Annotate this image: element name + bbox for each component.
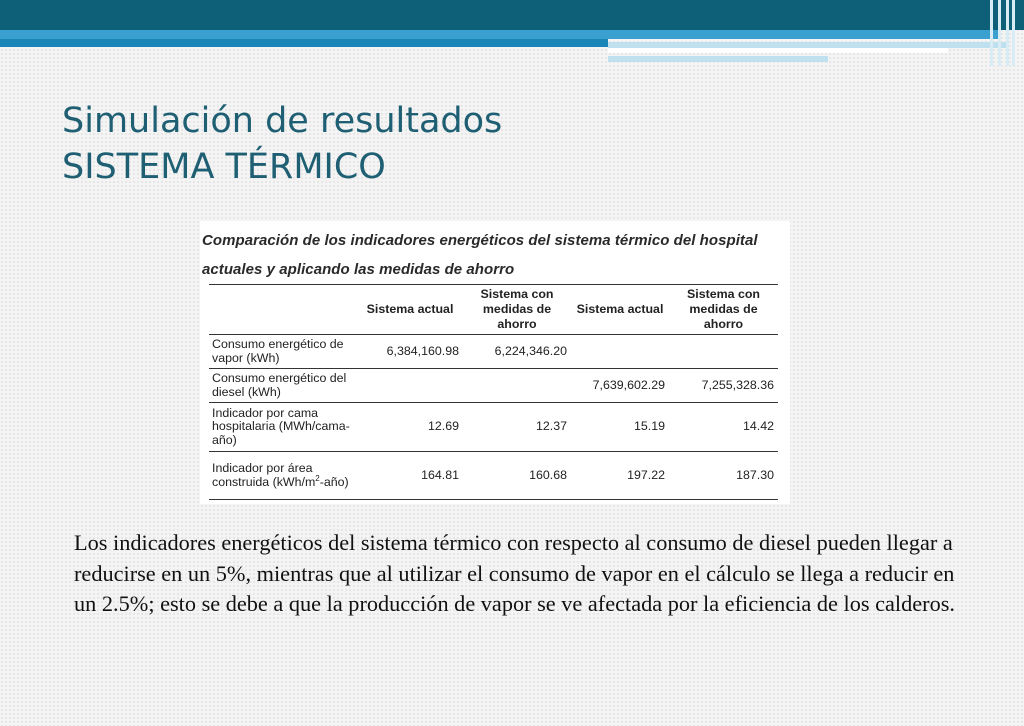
table-cell: 6,224,346.20 — [463, 335, 571, 369]
table-row — [209, 403, 778, 452]
row-label — [209, 452, 357, 500]
table-cell: 7,639,602.29 — [571, 369, 669, 403]
row-label: Indicador por cama hospitalaria (MWh/cama-año) — [209, 403, 357, 452]
table-row — [209, 452, 778, 500]
row-label-text-end: -año) — [319, 474, 349, 489]
table-cell: 187.30 — [669, 452, 778, 500]
header-bar-light — [0, 30, 1000, 39]
table-figure — [200, 221, 790, 504]
table-cell — [669, 335, 778, 369]
table-row — [209, 335, 778, 369]
body-paragraph: Los indicadores energéticos del sistema térmico con respecto al consumo de diesel pueden llegar a reducirse en un 5%, mientras que al utilizar el consumo de vapor en el cálculo se llega a reducir en un 2.5%; esto se debe a que la producción de vapor se ve afectada por la eficiencia de los calderos. — [74, 530, 955, 616]
table-cell: 164.81 — [357, 452, 463, 500]
header-stripe-short — [608, 56, 828, 62]
table-cell — [357, 369, 463, 403]
table-header-cell: Sistema con medidas de ahorro — [669, 285, 778, 335]
row-label-superscript: 2 — [315, 473, 320, 483]
header-stripe-white — [608, 48, 948, 53]
indicators-table — [209, 284, 778, 500]
table-cell: 7,255,328.36 — [669, 369, 778, 403]
table-cell: 12.37 — [463, 403, 571, 452]
table-cell: 15.19 — [571, 403, 669, 452]
table-header-cell: Sistema actual — [571, 285, 669, 335]
slide-title-line1: Simulación de resultados — [62, 101, 503, 141]
table-caption: Comparación de los indicadores energéticos del sistema térmico del hospital actuales y aplicando las medidas de ahorro — [202, 232, 758, 278]
header-vertical-lines — [988, 0, 1016, 66]
header-bar-accent — [0, 39, 608, 47]
table-cell: 14.42 — [669, 403, 778, 452]
table-cell — [571, 335, 669, 369]
table-row — [209, 369, 778, 403]
table-cell: 6,384,160.98 — [357, 335, 463, 369]
table-cell: 160.68 — [463, 452, 571, 500]
slide-title-line2: SISTEMA TÉRMICO — [62, 147, 386, 187]
row-label-text: Indicador por área construida (kWh/m — [212, 461, 316, 489]
table-cell: 197.22 — [571, 452, 669, 500]
row-label: Consumo energético del diesel (kWh) — [209, 369, 357, 403]
slide-title — [62, 98, 502, 190]
table-header-cell: Sistema actual — [357, 285, 463, 335]
row-label: Consumo energético de vapor (kWh) — [209, 335, 357, 369]
header-bar-dark — [0, 0, 1024, 30]
table-header-cell: Sistema con medidas de ahorro — [463, 285, 571, 335]
table-cell — [463, 369, 571, 403]
table-header-row — [209, 285, 778, 335]
table-header-cell — [209, 285, 357, 335]
table-cell: 12.69 — [357, 403, 463, 452]
